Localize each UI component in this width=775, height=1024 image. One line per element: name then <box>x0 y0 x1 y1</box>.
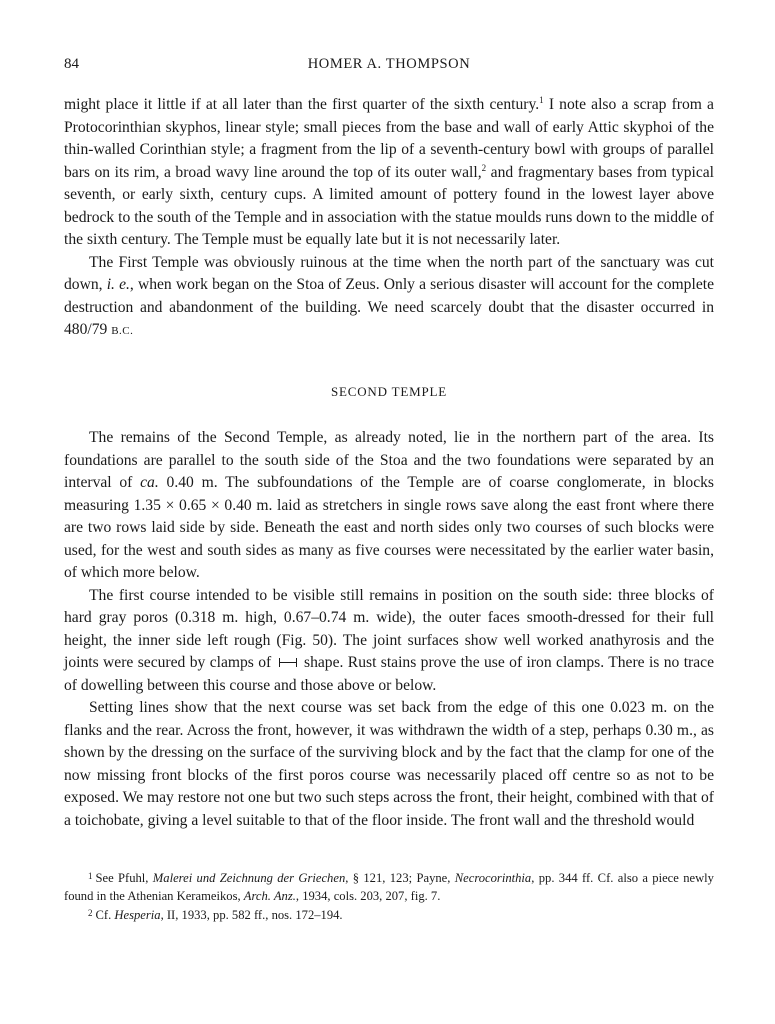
text-run: , when work began on the Stoa of Zeus. Only a serious disaster will account for the complete destruction and abandonment of the building. We need scarcely doubt that the disaster occurred in 480/79 <box>64 276 714 338</box>
citation-title: Arch. Anz. <box>243 888 296 903</box>
page-header <box>64 56 714 80</box>
footnote-2 <box>64 905 714 925</box>
text-run: , pp. 344 ff. Cf. also a piece newly found in the Athenian Kerameikos, <box>64 871 714 903</box>
footnote-ref-2[interactable]: 2 <box>481 162 487 173</box>
text-run: See Pfuhl, <box>95 871 153 885</box>
italic-abbrev: ca. <box>140 474 159 491</box>
paragraph-setting-lines <box>64 697 714 832</box>
text-run: , II, 1933, pp. 582 ff., nos. 172–194. <box>160 908 343 922</box>
footnotes <box>64 868 714 925</box>
footnote-mark: 1 <box>88 871 93 881</box>
double-t-clamp-icon <box>278 658 298 668</box>
text-run: and fragmentary bases from typical seventh, or early sixth, century cups. A limited amount of pottery found in the lowest layer above bedrock to the south of the Temple and in association with the statue moulds runs down to the middle of the sixth century. The Temple must be equally late but it is not necessarily later. <box>64 163 714 248</box>
italic-abbrev: i. e. <box>106 276 130 293</box>
section-heading: SECOND TEMPLE <box>331 383 447 399</box>
text-run: , § 121, 123; Payne, <box>345 871 455 885</box>
paragraph-first-course <box>64 585 714 698</box>
text-run: The first course intended to be visible still remains in position on the south side: three blocks of hard gray poros (0.318 m. high, 0.67–0.74 m. wide), the outer faces smooth-dressed for their full height, the inner side left rough (Fig. 50). The joint surfaces show well worked anathyrosis and the joints were secured by clamps of <box>64 586 714 671</box>
paragraph-foundations <box>64 427 714 585</box>
page <box>64 56 714 925</box>
text-run: shape. Rust stains prove the use of iron clamps. There is no trace of dowelling between this course and those above or below. <box>64 654 714 694</box>
era-abbrev: B.C. <box>111 325 134 337</box>
page-number: 84 <box>64 56 79 72</box>
footnote-1 <box>64 868 714 905</box>
text-run: Setting lines show that the next course was set back from the edge of this one 0.023 m. on the flanks and the rear. Across the front, however, it was withdrawn the width of a step, perhaps 0.30 m., as shown by the dressing on the surface of the surviving block and by the fact that the clamp for one of the now missing front blocks of the first poros course was necessarily placed off centre so as not to be exposed. We may restore not one but two such steps across the front, their height, combined with that of a toichobate, giving a level suitable to that of the floor inside. The front wall and the threshold would <box>64 699 714 829</box>
paragraph-continued <box>64 94 714 252</box>
citation-title: Necrocorinthia <box>454 871 532 885</box>
text-run: , 1934, cols. 203, 207, fig. 7. <box>295 888 441 903</box>
text-run: 0.40 m. The subfoundations of the Temple are of coarse conglomerate, in blocks measuring 1.35 × 0.65 × 0.40 m. laid as stretchers in single rows save along the east front where there are two rows laid side by side. Beneath the east and north sides only two courses of such blocks were used, for the west and south sides as many as five courses were necessitated by the earlier water basin, of which more below. <box>64 474 714 581</box>
footnote-ref-1[interactable]: 1 <box>539 95 544 105</box>
body-text <box>64 94 714 832</box>
citation-title: Malerei und Zeichnung der Griechen <box>152 871 346 885</box>
text-run: The First Temple was obviously ruinous at the time when the north part of the sanctuary was cut down, <box>64 253 714 293</box>
footnote-mark: 2 <box>88 908 93 918</box>
text-run: might place it little if at all later than the first quarter of the sixth century. <box>64 96 540 113</box>
text-run: The remains of the Second Temple, as already noted, lie in the northern part of the area. Its foundations are parallel to the south side of the Stoa and the two foundations were separated by an interval of <box>64 429 714 491</box>
text-run: I note also a scrap from a Protocorinthian skyphos, linear style; small pieces from the base and wall of early Attic skyphoi of the thin-walled Corinthian style; a fragment from the lip of a seventh-century bowl with groups of parallel bars on its rim, a broad wavy line around the top of its outer wall, <box>64 96 714 181</box>
citation-title: Hesperia <box>114 908 161 922</box>
text-run: Cf. <box>95 908 115 922</box>
paragraph-first-temple <box>64 252 714 343</box>
running-head: HOMER A. THOMPSON <box>307 56 471 72</box>
